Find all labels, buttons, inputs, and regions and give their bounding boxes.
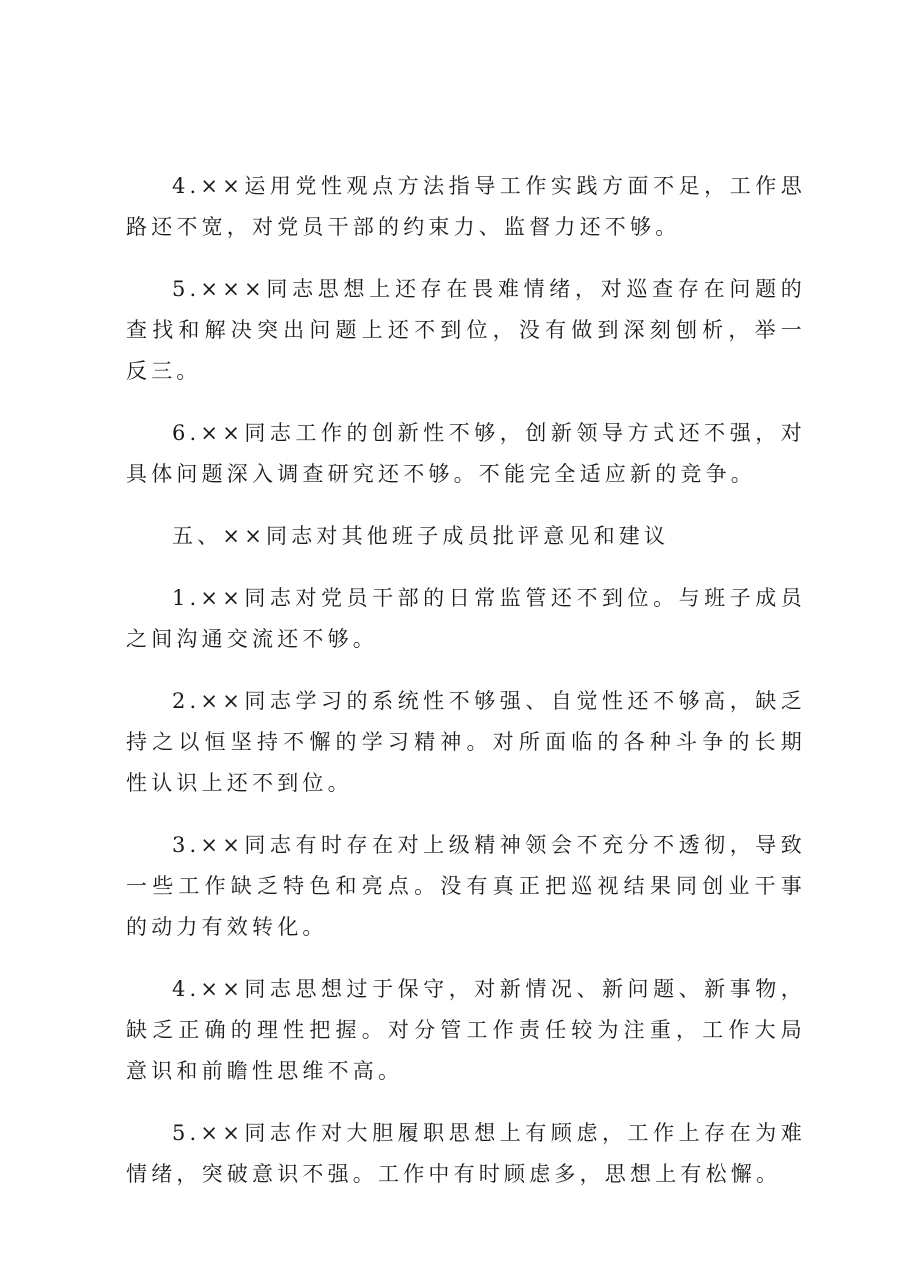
paragraph-item-5: 5.×××同志思想上还存在畏难情绪，对巡查存在问题的查找和解决突出问题上还不到位，没有做到深刻刨析，举一反三。 xyxy=(126,277,806,383)
paragraph-critique-1: 1.××同志对党员干部的日常监管还不到位。与班子成员之间沟通交流还不够。 xyxy=(126,586,806,651)
document-body xyxy=(126,166,806,1195)
paragraph-critique-3: 3.××同志有时存在对上级精神领会不充分不透彻，导致一些工作缺乏特色和亮点。没有真正把巡视结果同创业干事的动力有效转化。 xyxy=(126,833,806,939)
paragraph-critique-5: 5.××同志作对大胆履职思想上有顾虑，工作上存在为难情绪，突破意识不强。工作中有时顾虑多，思想上有松懈。 xyxy=(126,1121,806,1186)
paragraph-item-4: 4.××运用党性观点方法指导工作实践方面不足，工作思路还不宽，对党员干部的约束力、监督力还不够。 xyxy=(126,174,806,239)
paragraph-critique-2: 2.××同志学习的系统性不够强、自觉性还不够高，缺乏持之以恒坚持不懈的学习精神。对所面临的各种斗争的长期性认识上还不到位。 xyxy=(126,689,806,795)
section-heading: 五、××同志对其他班子成员批评意见和建议 xyxy=(172,524,670,548)
paragraph-critique-4: 4.××同志思想过于保守，对新情况、新问题、新事物，缺乏正确的理性把握。对分管工作责任较为注重，工作大局意识和前瞻性思维不高。 xyxy=(126,977,806,1083)
paragraph-item-6: 6.××同志工作的创新性不够，创新领导方式还不强，对具体问题深入调查研究还不够。不能完全适应新的竞争。 xyxy=(126,421,806,486)
